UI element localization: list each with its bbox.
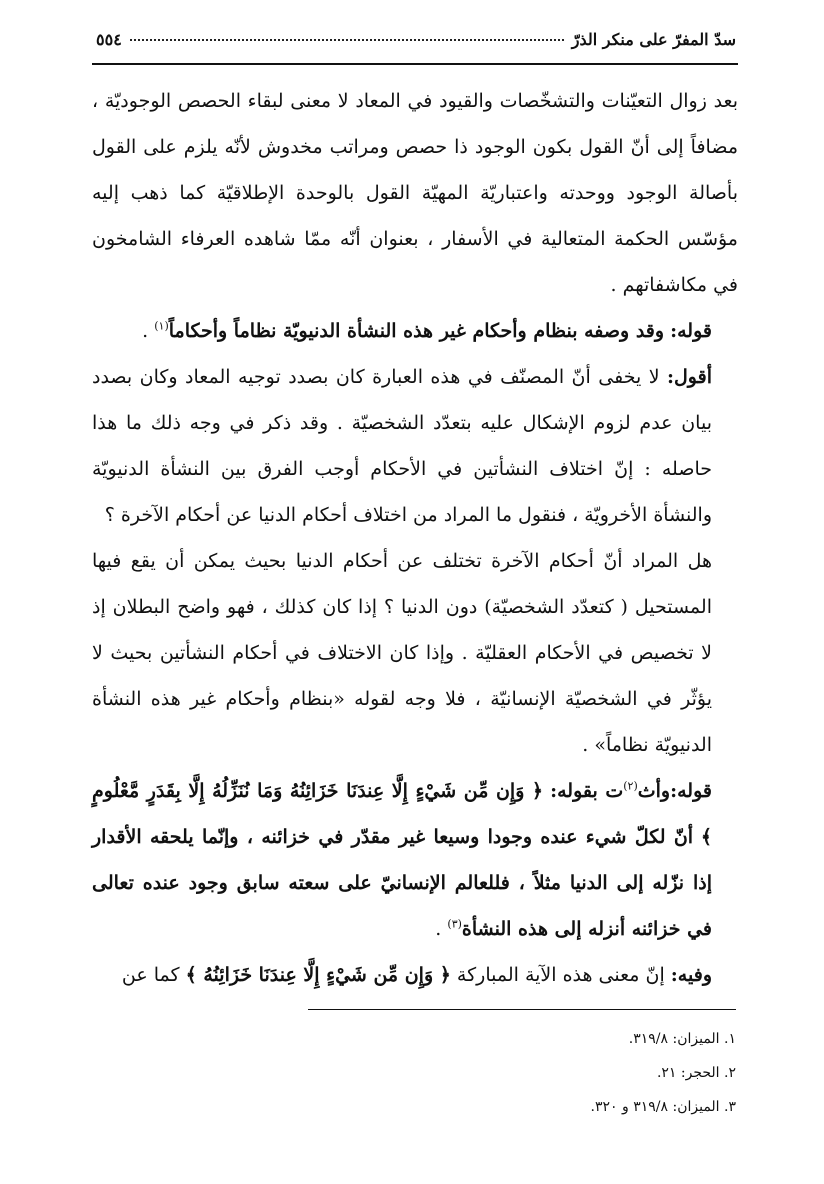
quoted-passage-2: أنّ لكلّ شيء عنده وجودا وسيعا غير مقدّر في خزائنه ، وإنّما يلحقه الأقدار إذا نزّله إلى الدنيا مثلاً ، فللعالم الإنسانيّ على سعته سابق وجود عنده تعالى في خزائنه أنزله إلى هذه النشأة (92, 826, 712, 940)
running-title: سدّ المفرّ على منكر الذرّ (571, 30, 736, 49)
quoted-passage: وقد وصفه بنظام وأحكام غير هذه النشأة الدنيويّة نظاماً وأحكاماً (168, 320, 665, 342)
paragraph-5: قوله:وأث$^{(٢)}$ت بقوله: ﴿ وَإِن مِّن شَيْءٍ إِلَّا عِندَنَا خَزَائِنُهُ وَمَا نُنَزِّلُهُ إِلَّا بِقَدَرٍ مَّعْلُومٍ ﴾ أنّ لكلّ شيء عنده وجودا وسيعا غير مقدّر في خزائنه ، وإنّما يلحقه الأقدار إذا نزّله إلى الدنيا مثلاً ، فللعالم الإنسانيّ على سعته سابق وجود عنده تعالى في خزائنه أنزله إلى هذه النشأة$^{(٣)}$ . (92, 779, 712, 940)
qawluh-label: قوله: (670, 320, 712, 342)
footnote-2: ٢. الحجر: ٢١. (656, 1065, 736, 1081)
paragraph-1: بعد زوال التعيّنات والتشخّصات والقيود في المعاد لا معنى لبقاء الحصص الوجوديّة ، مضافاً إلى أنّ القول بكون الوجود ذا حصص ومراتب مخدوش لأنّه يلزم على القول بأصالة الوجود ووحدته واعتباريّة المهيّة القول بالوحدة الإطلاقيّة كما ذهب إليه مؤسّس الحكمة المتعالية في الأسفار ، بعنوان أنّه ممّا شاهده العرفاء الشامخون في مكاشفاتهم . (92, 90, 738, 296)
footnote-ref-1: (١) (154, 319, 169, 333)
paragraph-6: وفيه: إنّ معنى هذه الآية المباركة ﴿ وَإِن مِّن شَيْءٍ إِلَّا عِندَنَا خَزَائِنُهُ ﴾ كما عن (121, 964, 712, 986)
page-header (96, 30, 736, 49)
paragraph-3 (92, 354, 738, 538)
main-text (92, 78, 738, 998)
aqul-label: أقول: (666, 366, 712, 388)
wafihi-label: وفيه: (670, 964, 712, 986)
paragraph-2: قوله: وقد وصفه بنظام وأحكام غير هذه النشأة الدنيويّة نظاماً وأحكاماً$^{(١)}$ . (142, 319, 712, 342)
header-divider (92, 63, 738, 65)
footnote-3: ٣. الميزان: ٣١٩/٨ و ٣٢٠. (590, 1099, 736, 1115)
footnote-ref-3: (٣) (447, 917, 462, 931)
page-number: ٥٥٤ (96, 30, 122, 49)
quran-verse-2: ﴿ وَإِن مِّن شَيْءٍ إِلَّا عِندَنَا خَزَائِنُهُ ﴾ (185, 964, 451, 986)
footnote-divider (308, 1009, 736, 1010)
quran-verse-1: ﴿ وَإِن مِّن شَيْءٍ إِلَّا عِندَنَا خَزَائِنُهُ وَمَا نُنَزِّلُهُ إِلَّا بِقَدَرٍ مَّعْلُومٍ ﴾ (92, 780, 712, 848)
footnote-1: ١. الميزان: ٣١٩/٨. (628, 1031, 736, 1047)
header-dot-leader (130, 38, 564, 41)
paragraph-4: هل المراد أنّ أحكام الآخرة تختلف عن أحكام الدنيا بحيث يمكن أن يقع فيها المستحيل ( كتعدّد الشخصيّة) دون الدنيا ؟ إذا كان كذلك ، فهو واضح البطلان إذ لا تخصيص في الأحكام العقليّة . وإذا كان الاختلاف في أحكام النشأتين بحيث لا يؤثّر في الشخصيّة الإنسانيّة ، فلا وجه لقوله «بنظام وأحكام غير هذه النشأة الدنيويّة نظاماً» . (92, 550, 712, 756)
paragraph-3-text: لا يخفى أنّ المصنّف في هذه العبارة كان بصدد توجيه المعاد وكان بصدد بيان عدم لزوم الإشكال عليه بتعدّد الشخصيّة . وقد ذكر في وجه ذلك ما هذا حاصله : إنّ اختلاف النشأتين في الأحكام أوجب الفرق بين النشأة الدنيويّة والنشأة الأخرويّة ، فنقول ما المراد من اختلاف أحكام الدنيا عن أحكام الآخرة ؟ (92, 366, 712, 526)
qawluh-label-2: قوله: (670, 780, 712, 802)
footnotes (420, 1022, 736, 1124)
footnote-ref-2: (٢) (623, 779, 638, 793)
